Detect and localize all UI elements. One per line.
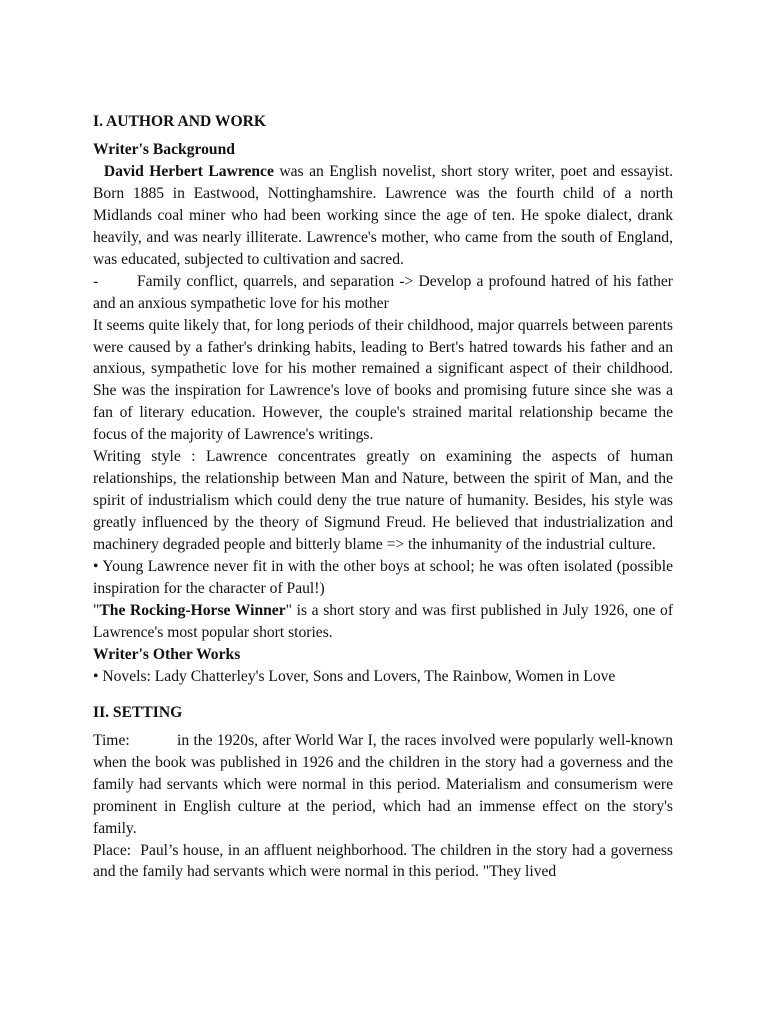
family-conflict-text: Family conflict, quarrels, and separation -> Develop a profound hatred of his father and an anxious sympathetic love for his mother	[93, 272, 673, 312]
paragraph-childhood: It seems quite likely that, for long periods of their childhood, major quarrels between parents were caused by a father's drinking habits, leading to Bert's hatred towards his father and an anxious, sympathetic love for his mother remained a significant aspect of their childhood. She was the inspiration for Lawrence's love of books and promising future since she was a fan of literary education. However, the couple's strained marital relationship became the focus of the majority of Lawrence's writings.	[93, 316, 673, 444]
paragraph-place	[93, 840, 673, 884]
paragraph-young-lawrence: • Young Lawrence never fit in with the other boys at school; he was often isolated (possible inspiration for the character of Paul!)	[93, 558, 673, 598]
paragraph-writing-style: Writing style : Lawrence concentrates greatly on examining the aspects of human relationships, the relationship between Man and Nature, between the spirit of Man, and the spirit of industrialism which could deny the true nature of humanity. Besides, his style was greatly influenced by the theory of Sigmund Freud. He believed that industrialization and machinery degraded people and bitterly blame => the inhumanity of the industrial culture.	[93, 448, 673, 554]
place-text: Paul’s house, in an affluent neighborhood. The children in the story had a governess and the family had servants which were normal in this period. "They lived	[93, 841, 674, 881]
biography-text: was an English novelist, short story writer, poet and essayist. Born 1885 in Eastwood, Nottinghamshire. Lawrence was the fourth child of a north Midlands coal miner who had been working since the age of ten. He spoke dialect, drank heavily, and was nearly illiterate. Lawrence's mother, who came from the south of England, was educated, subjected to cultivation and sacred.	[93, 162, 673, 268]
story-description: " is a short story and was first published in July 1926, one of Lawrence's most popular short stories.	[93, 601, 674, 641]
time-text: in the 1920s, after World War I, the races involved were popularly well-known when the book was published in 1926 and the children in the story had a governess and the family had servants which were normal in this period. Materialism and consumerism were prominent in English culture at the period, which had an immense effect on the story's family.	[93, 731, 673, 837]
paragraph-biography	[93, 161, 673, 271]
subheading-other-works: Writer's Other Works	[93, 645, 241, 663]
section-gap	[93, 688, 673, 702]
section-heading-setting: II. SETTING	[93, 703, 183, 721]
subheading-writers-background: Writer's Background	[93, 140, 235, 158]
dash-bullet: -	[93, 272, 99, 290]
paragraph-family-conflict	[93, 271, 673, 315]
paragraph-time	[93, 730, 673, 840]
open-quote: "	[93, 601, 100, 619]
place-label: Place:	[93, 841, 132, 859]
time-label: Time:	[93, 731, 130, 749]
author-name: David Herbert Lawrence	[103, 162, 274, 180]
paragraph-rocking-horse	[93, 600, 673, 644]
section-heading-author-work: I. AUTHOR AND WORK	[93, 113, 266, 130]
paragraph-novels: • Novels: Lady Chatterley's Lover, Sons and Lovers, The Rainbow, Women in Love	[93, 667, 616, 685]
story-title: The Rocking-Horse Winner	[99, 601, 286, 619]
